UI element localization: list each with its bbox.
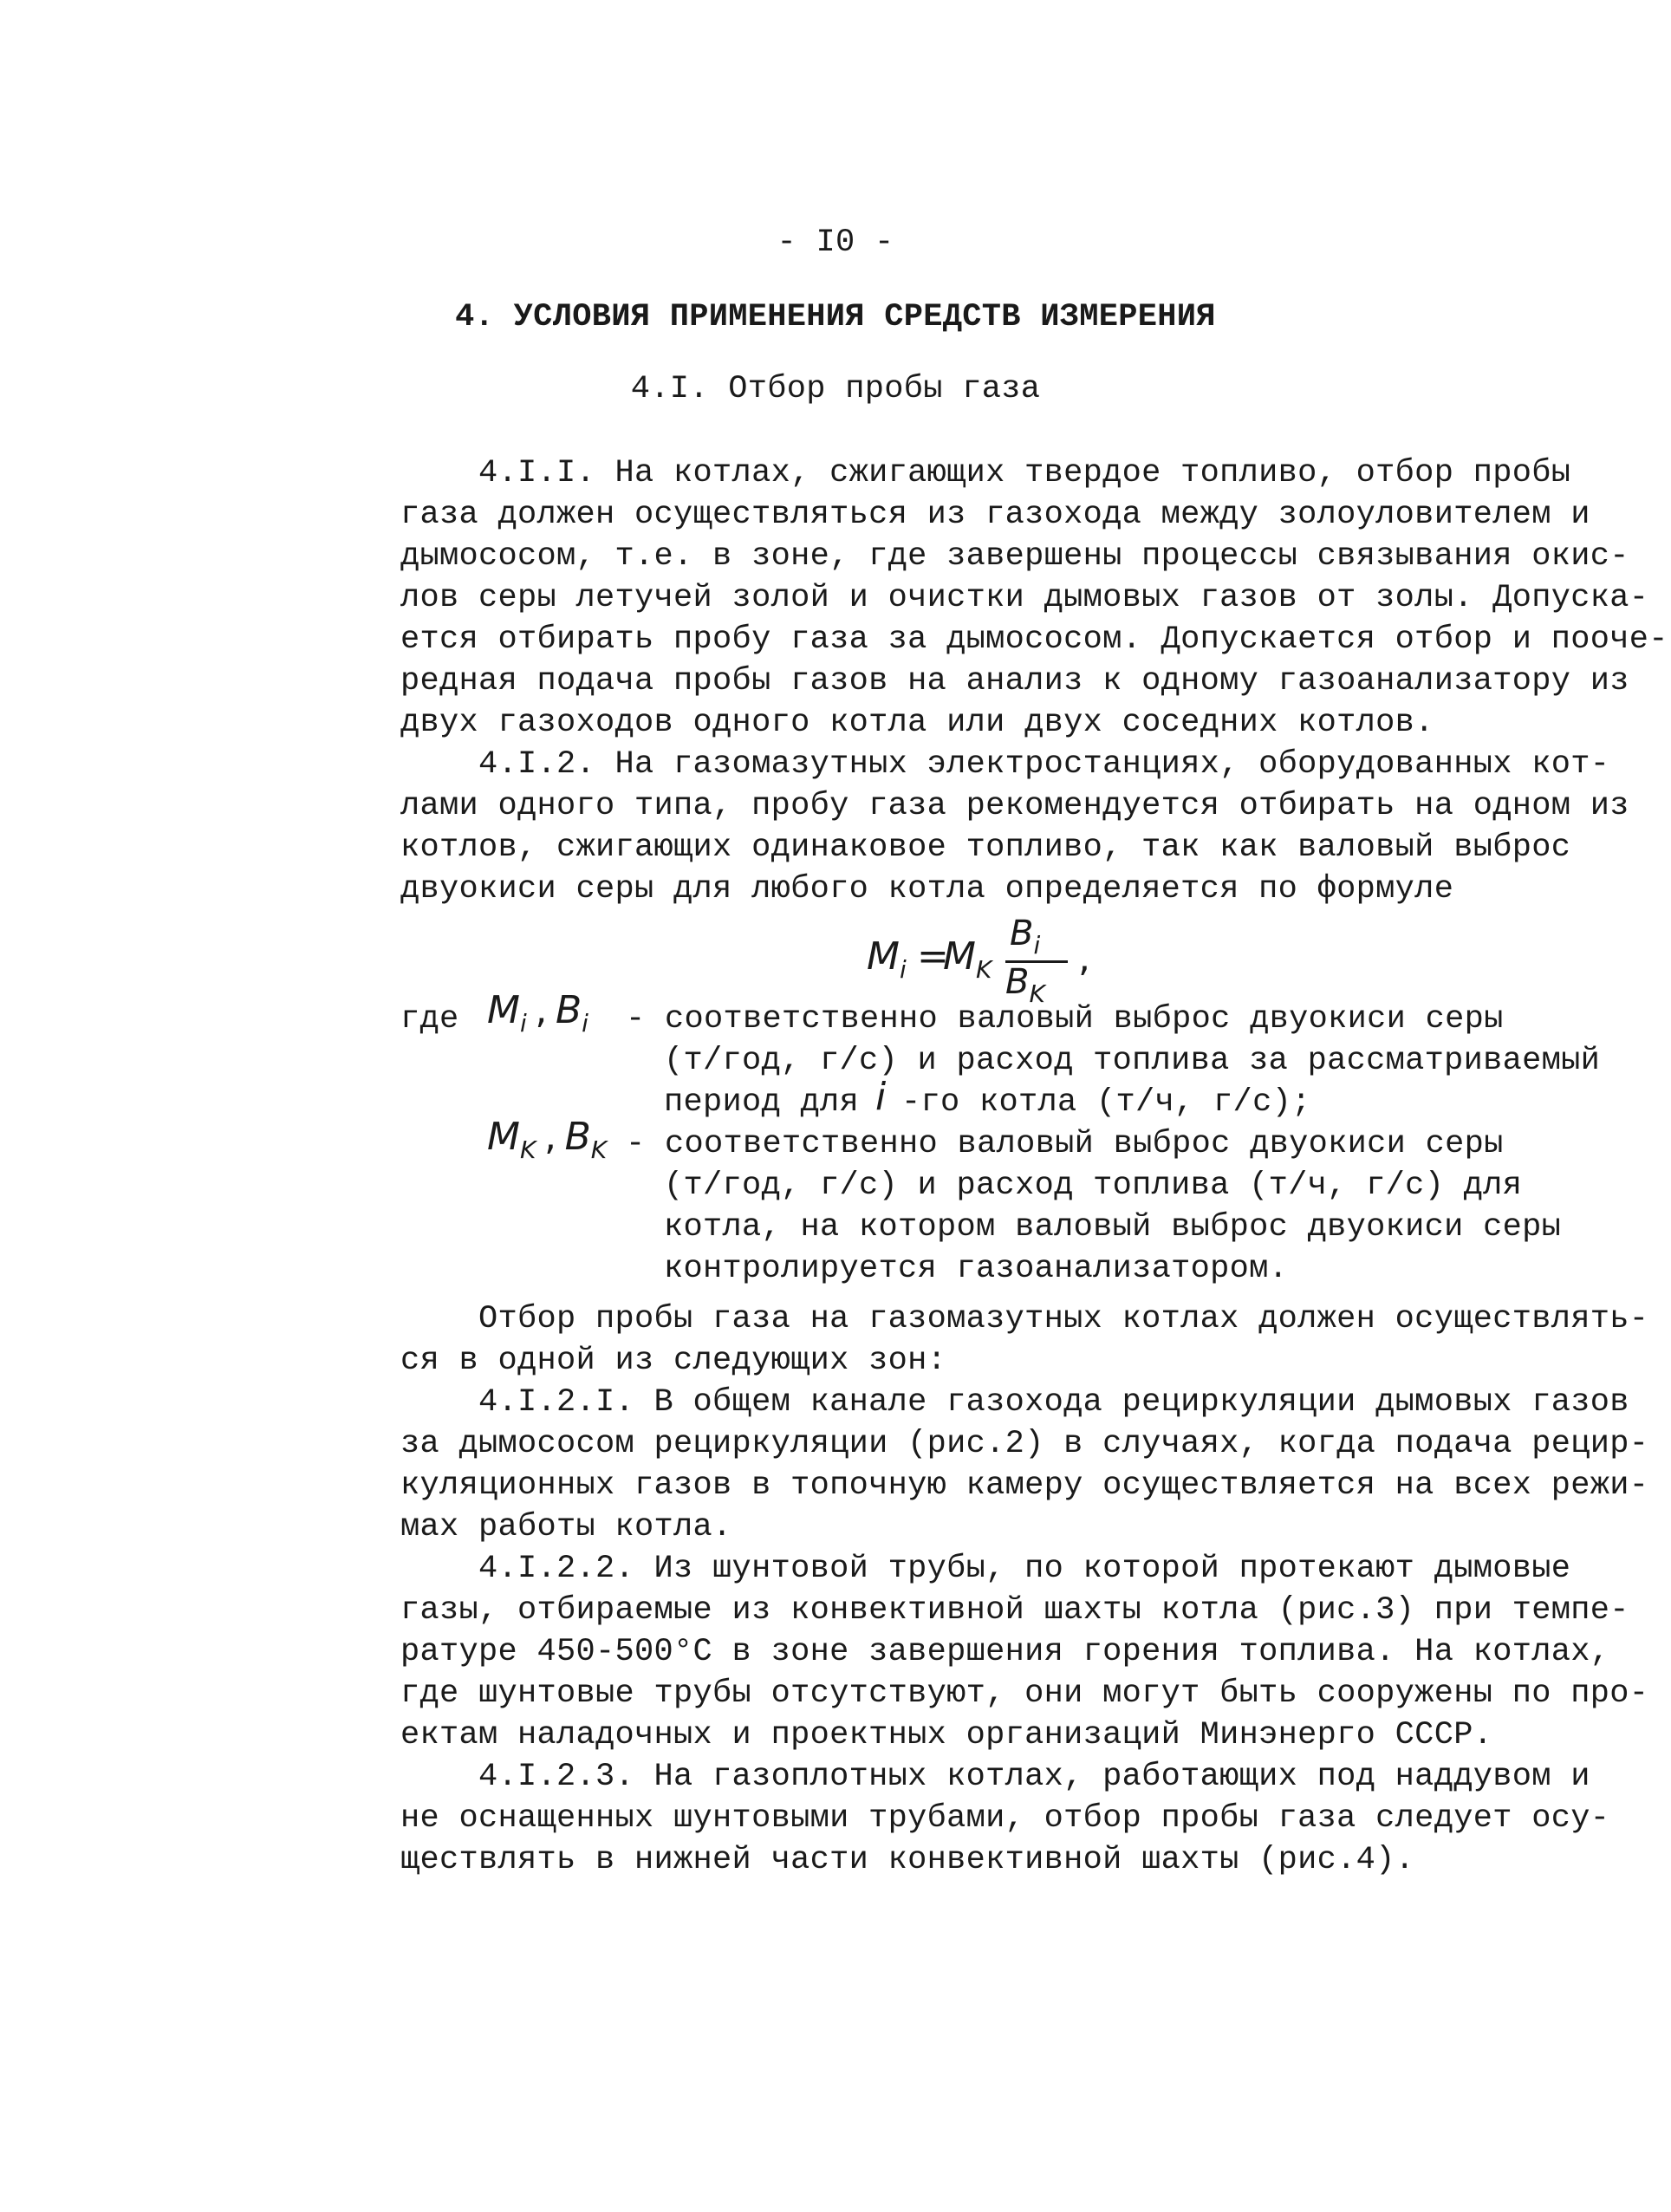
def1-index-i: i	[875, 1075, 887, 1119]
formula-denominator: $B_K$	[1005, 962, 1045, 1008]
text-line: газа должен осуществляться из газохода между золоуловителем и	[400, 497, 1590, 533]
where-label: где	[400, 1001, 459, 1038]
text-line: 4.I.2.3. На газоплотных котлах, работающих под наддувом и	[400, 1759, 1590, 1795]
formula-equals: =	[917, 934, 949, 979]
text-line: за дымососом рециркуляции (рис.2) в случаях, когда подача рецир-	[400, 1426, 1649, 1462]
text-line: ся в одной из следующих зон:	[400, 1343, 947, 1379]
text-line: двух газоходов одного котла или двух соседних котлов.	[400, 705, 1434, 741]
text-line: Отбор пробы газа на газомазутных котлах должен осуществлять-	[400, 1301, 1649, 1337]
def1-text: -го котла (т/ч, г/с);	[901, 1084, 1311, 1121]
text-line: 4.I.2.2. Из шунтовой трубы, по которой протекают дымовые	[400, 1551, 1571, 1587]
text-line: котлов, сжигающих одинаковое топливо, так как валовый выброс	[400, 830, 1571, 866]
section-title: 4. УСЛОВИЯ ПРИМЕНЕНИЯ СРЕДСТВ ИЗМЕРЕНИЯ	[455, 299, 1216, 335]
page-number: - I0 -	[777, 224, 894, 261]
def1-symbol-b: $B_i$	[555, 988, 588, 1038]
def2-symbol-m: $M_K$	[487, 1115, 536, 1164]
text-line: 4.I.I. На котлах, сжигающих твердое топливо, отбор пробы	[400, 455, 1571, 491]
text-line: где шунтовые трубы отсутствуют, они могут быть сооружены по про-	[400, 1675, 1649, 1712]
text-line: ется отбирать пробу газа за дымососом. Допускается отбор и пооче-	[400, 621, 1668, 658]
text-line: газы, отбираемые из конвективной шахты котла (рис.3) при темпе-	[400, 1592, 1629, 1629]
def1-symbol-m: $M_i$	[487, 988, 527, 1038]
text-line: дымососом, т.е. в зоне, где завершены процессы связывания окис-	[400, 538, 1629, 575]
def2-text: - соответственно валовый выброс двуокиси серы	[626, 1126, 1504, 1162]
def1-text: (т/год, г/с) и расход топлива за рассматриваемый	[664, 1043, 1601, 1079]
def2-symbol-b: $B_K$	[564, 1115, 608, 1164]
text-line: куляционных газов в топочную камеру осуществляется на всех режи-	[400, 1467, 1649, 1504]
text-line: мах работы котла.	[400, 1509, 732, 1545]
text-line: 4.I.2.I. В общем канале газохода рециркуляции дымовых газов	[400, 1384, 1629, 1421]
text-line: лов серы летучей золой и очистки дымовых газов от золы. Допуска-	[400, 580, 1649, 616]
def2-symbols	[487, 1115, 607, 1164]
formula-mk: $M_K$	[943, 934, 992, 984]
text-line: ществлять в нижней части конвективной шахты (рис.4).	[400, 1842, 1415, 1878]
text-line: не оснащенных шунтовыми трубами, отбор пробы газа следует осу-	[400, 1800, 1610, 1837]
formula-lhs: $M_i$	[867, 934, 907, 984]
def2-comma: ,	[543, 1115, 556, 1159]
text-line: ратуре 450-500°С в зоне завершения горения топлива. На котлах,	[400, 1634, 1610, 1670]
def1-text: период для	[664, 1084, 860, 1121]
def2-text: контролируется газоанализатором.	[664, 1251, 1289, 1287]
text-line: 4.I.2. На газомазутных электростанциях, оборудованных кот-	[400, 746, 1610, 783]
text-line: редная подача пробы газов на анализ к одному газоанализатору из	[400, 663, 1629, 699]
text-line: двуокиси серы для любого котла определяется по формуле	[400, 871, 1454, 908]
formula-numerator: $B_i$	[1010, 914, 1041, 960]
def2-text: котла, на котором валовый выброс двуокиси серы	[664, 1209, 1562, 1246]
text-line: ектам наладочных и проектных организаций Минэнерго СССР.	[400, 1717, 1493, 1753]
text-line: лами одного типа, пробу газа рекомендуется отбирать на одном из	[400, 788, 1629, 824]
def2-text: (т/год, г/с) и расход топлива (т/ч, г/с) для	[664, 1168, 1523, 1204]
def1-text: - соответственно валовый выброс двуокиси серы	[626, 1001, 1504, 1038]
subsection-title: 4.I. Отбор пробы газа	[630, 371, 1041, 407]
formula-comma: ,	[1078, 936, 1090, 980]
def1-symbols	[487, 988, 588, 1038]
def1-comma: ,	[535, 988, 548, 1032]
